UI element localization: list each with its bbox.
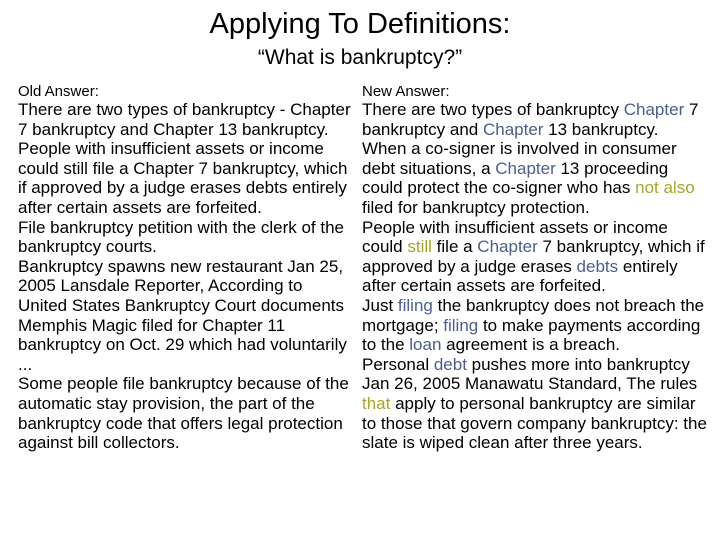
highlighted-term: filing xyxy=(397,295,433,315)
old-answer-paragraph: People with insufficient assets or income could still file a Chapter 7 bankruptcy, which if approved by a judge erases debts entirely after certain assets are forfeited. xyxy=(18,139,348,217)
old-answer-paragraph: Bankruptcy spawns new restaurant Jan 25, 2005 Lansdale Reporter, According to United States Bankruptcy Court documents Memphis Magic filed for Chapter 11 bankruptcy on Oct. 29 which had voluntarily ... xyxy=(18,256,347,374)
highlighted-term: Chapter xyxy=(477,237,538,257)
highlighted-term: debt xyxy=(433,354,467,374)
old-answer-paragraph: There are two types of bankruptcy - Chapter 7 bankruptcy and Chapter 13 bankruptcy. xyxy=(18,100,351,139)
new-answer-column xyxy=(362,100,712,453)
text-run: 13 bankruptcy. xyxy=(543,119,659,139)
text-run: to make payments according to the xyxy=(362,315,701,355)
old-answer-column xyxy=(18,100,353,453)
highlighted-term: still xyxy=(407,237,432,257)
old-answer-paragraph: File bankruptcy petition with the clerk of the bankruptcy courts. xyxy=(18,217,344,257)
text-run: apply to personal bankruptcy are similar to those that govern company bankruptcy: the slate is wiped clean after three years. xyxy=(362,393,707,453)
text-run: 7 bankruptcy, which if approved by a judge erases xyxy=(362,237,705,276)
highlighted-term: debts xyxy=(576,256,619,276)
slide-subtitle: “What is bankruptcy?” xyxy=(257,46,463,69)
text-run: People with insufficient assets or income could xyxy=(362,217,668,257)
text-run: file a xyxy=(431,237,478,257)
highlighted-term: filing xyxy=(443,315,479,335)
text-run: Personal xyxy=(362,354,434,374)
text-run: agreement is a breach. xyxy=(441,335,621,355)
highlighted-term: Chapter xyxy=(623,100,685,119)
highlighted-term: Chapter xyxy=(482,119,544,139)
highlighted-term: Chapter xyxy=(495,158,556,178)
text-run: pushes more into bankruptcy Jan 26, 2005 Manawatu Standard, The rules xyxy=(362,354,698,394)
highlighted-term: loan xyxy=(409,335,442,355)
new-answer-paragraph xyxy=(362,139,712,217)
text-run: entirely after certain assets are forfeited. xyxy=(362,256,678,296)
old-answer-heading: Old Answer: xyxy=(18,83,99,100)
text-run: 13 proceeding could protect the co-signer who has xyxy=(362,158,669,198)
new-answer-heading: New Answer: xyxy=(362,83,450,100)
highlighted-term: not also xyxy=(635,178,695,198)
new-answer-paragraph xyxy=(362,355,712,453)
text-run: When a co-signer is involved in consumer debt situations, a xyxy=(362,139,677,178)
new-answer-paragraph xyxy=(362,296,712,355)
text-run: the bankruptcy does not breach the mortgage; xyxy=(362,295,705,335)
text-run: filed for bankruptcy protection. xyxy=(362,197,590,217)
new-answer-paragraph xyxy=(362,218,712,296)
text-run: There are two types of bankruptcy xyxy=(362,100,624,119)
slide-title: Applying To Definitions: xyxy=(209,8,511,40)
new-answer-paragraph xyxy=(362,100,712,139)
highlighted-term: that xyxy=(362,393,391,413)
text-run: Just xyxy=(362,295,398,315)
text-run: 7 bankruptcy and xyxy=(362,100,699,139)
old-answer-paragraph: Some people file bankruptcy because of the automatic stay provision, the part of the bankruptcy code that offers legal protection against bill collectors. xyxy=(18,374,349,453)
